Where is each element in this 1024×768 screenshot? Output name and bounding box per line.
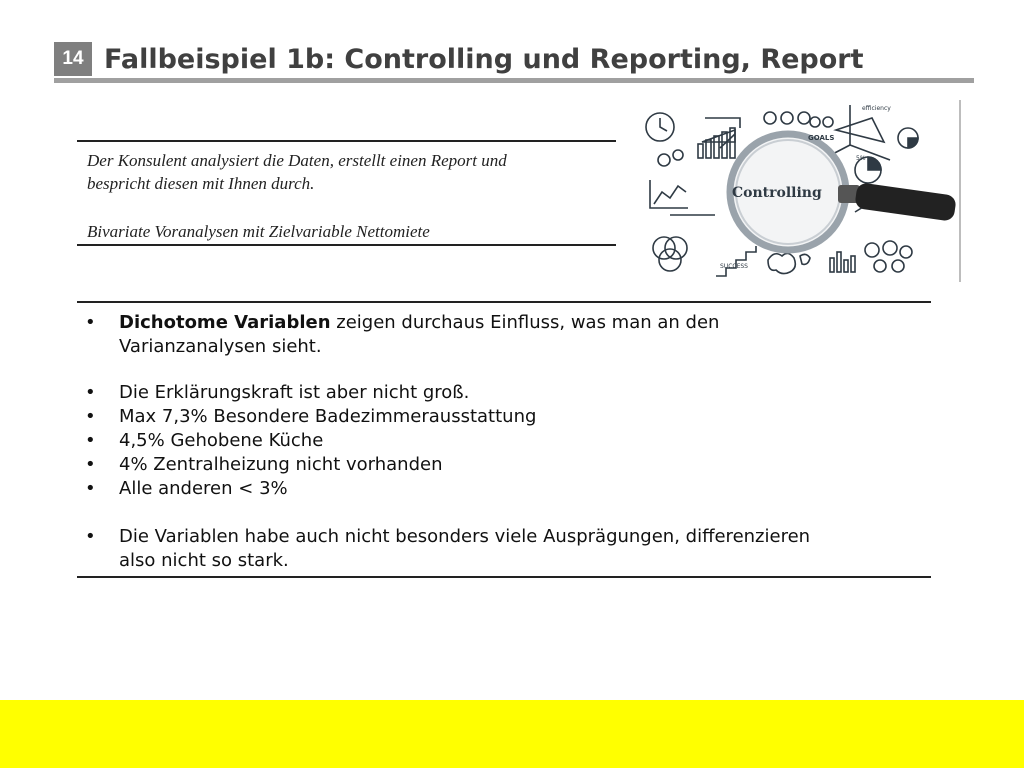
bullet-marker: • [85, 478, 96, 499]
bullet-7-line-1: Die Variablen habe auch nicht besonders viele Ausprägungen, differenzieren [119, 526, 811, 547]
success-label: SUCCESS [720, 263, 748, 270]
footer-bar [0, 700, 1024, 768]
title-underline [54, 78, 974, 83]
bullet-marker: • [85, 526, 96, 547]
bullet-marker: • [85, 406, 96, 427]
goals-label: GOALS [808, 134, 835, 142]
bullet-box [77, 301, 931, 578]
intro-box [77, 140, 616, 246]
image-divider [959, 100, 961, 282]
efficiency-label: efficiency [862, 105, 891, 112]
bullet-marker: • [85, 454, 96, 475]
lens-label: Controlling [732, 185, 822, 201]
bullet-4: 4,5% Gehobene Küche [119, 430, 324, 451]
bullet-marker: • [85, 382, 96, 403]
bullet-5: 4% Zentralheizung nicht vorhanden [119, 454, 443, 475]
bullet-marker: • [85, 312, 96, 333]
bullet-marker: • [85, 430, 96, 451]
bullet-3: Max 7,3% Besondere Badezimmerausstattung [119, 406, 537, 427]
controlling-illustration [640, 100, 958, 282]
controlling-sketch-icon [640, 100, 958, 282]
bullet-1-rest: zeigen durchaus Einfluss, was man an den [330, 312, 720, 333]
slide-number: 14 [54, 42, 92, 76]
slide-title: Fallbeispiel 1b: Controlling und Reporting, Report [104, 44, 864, 75]
gear-icon [658, 154, 670, 166]
bullet-1-line-1 [119, 311, 719, 335]
bullet-7-line-2: also nicht so stark. [119, 550, 289, 571]
bullet-1-line-2: Varianzanalysen sieht. [119, 336, 322, 357]
bullet-2: Die Erklärungskraft ist aber nicht groß. [119, 382, 470, 403]
intro-line-2: bespricht diesen mit Ihnen durch. [87, 174, 315, 193]
intro-line-3: Bivariate Voranalysen mit Zielvariable Nettomiete [87, 222, 430, 241]
bullet-1-bold: Dichotome Variablen [119, 312, 331, 333]
percent-label: 5% [856, 155, 866, 162]
intro-line-1: Der Konsulent analysiert die Daten, erstellt einen Report und [87, 151, 507, 170]
bullet-6: Alle anderen < 3% [119, 478, 288, 499]
